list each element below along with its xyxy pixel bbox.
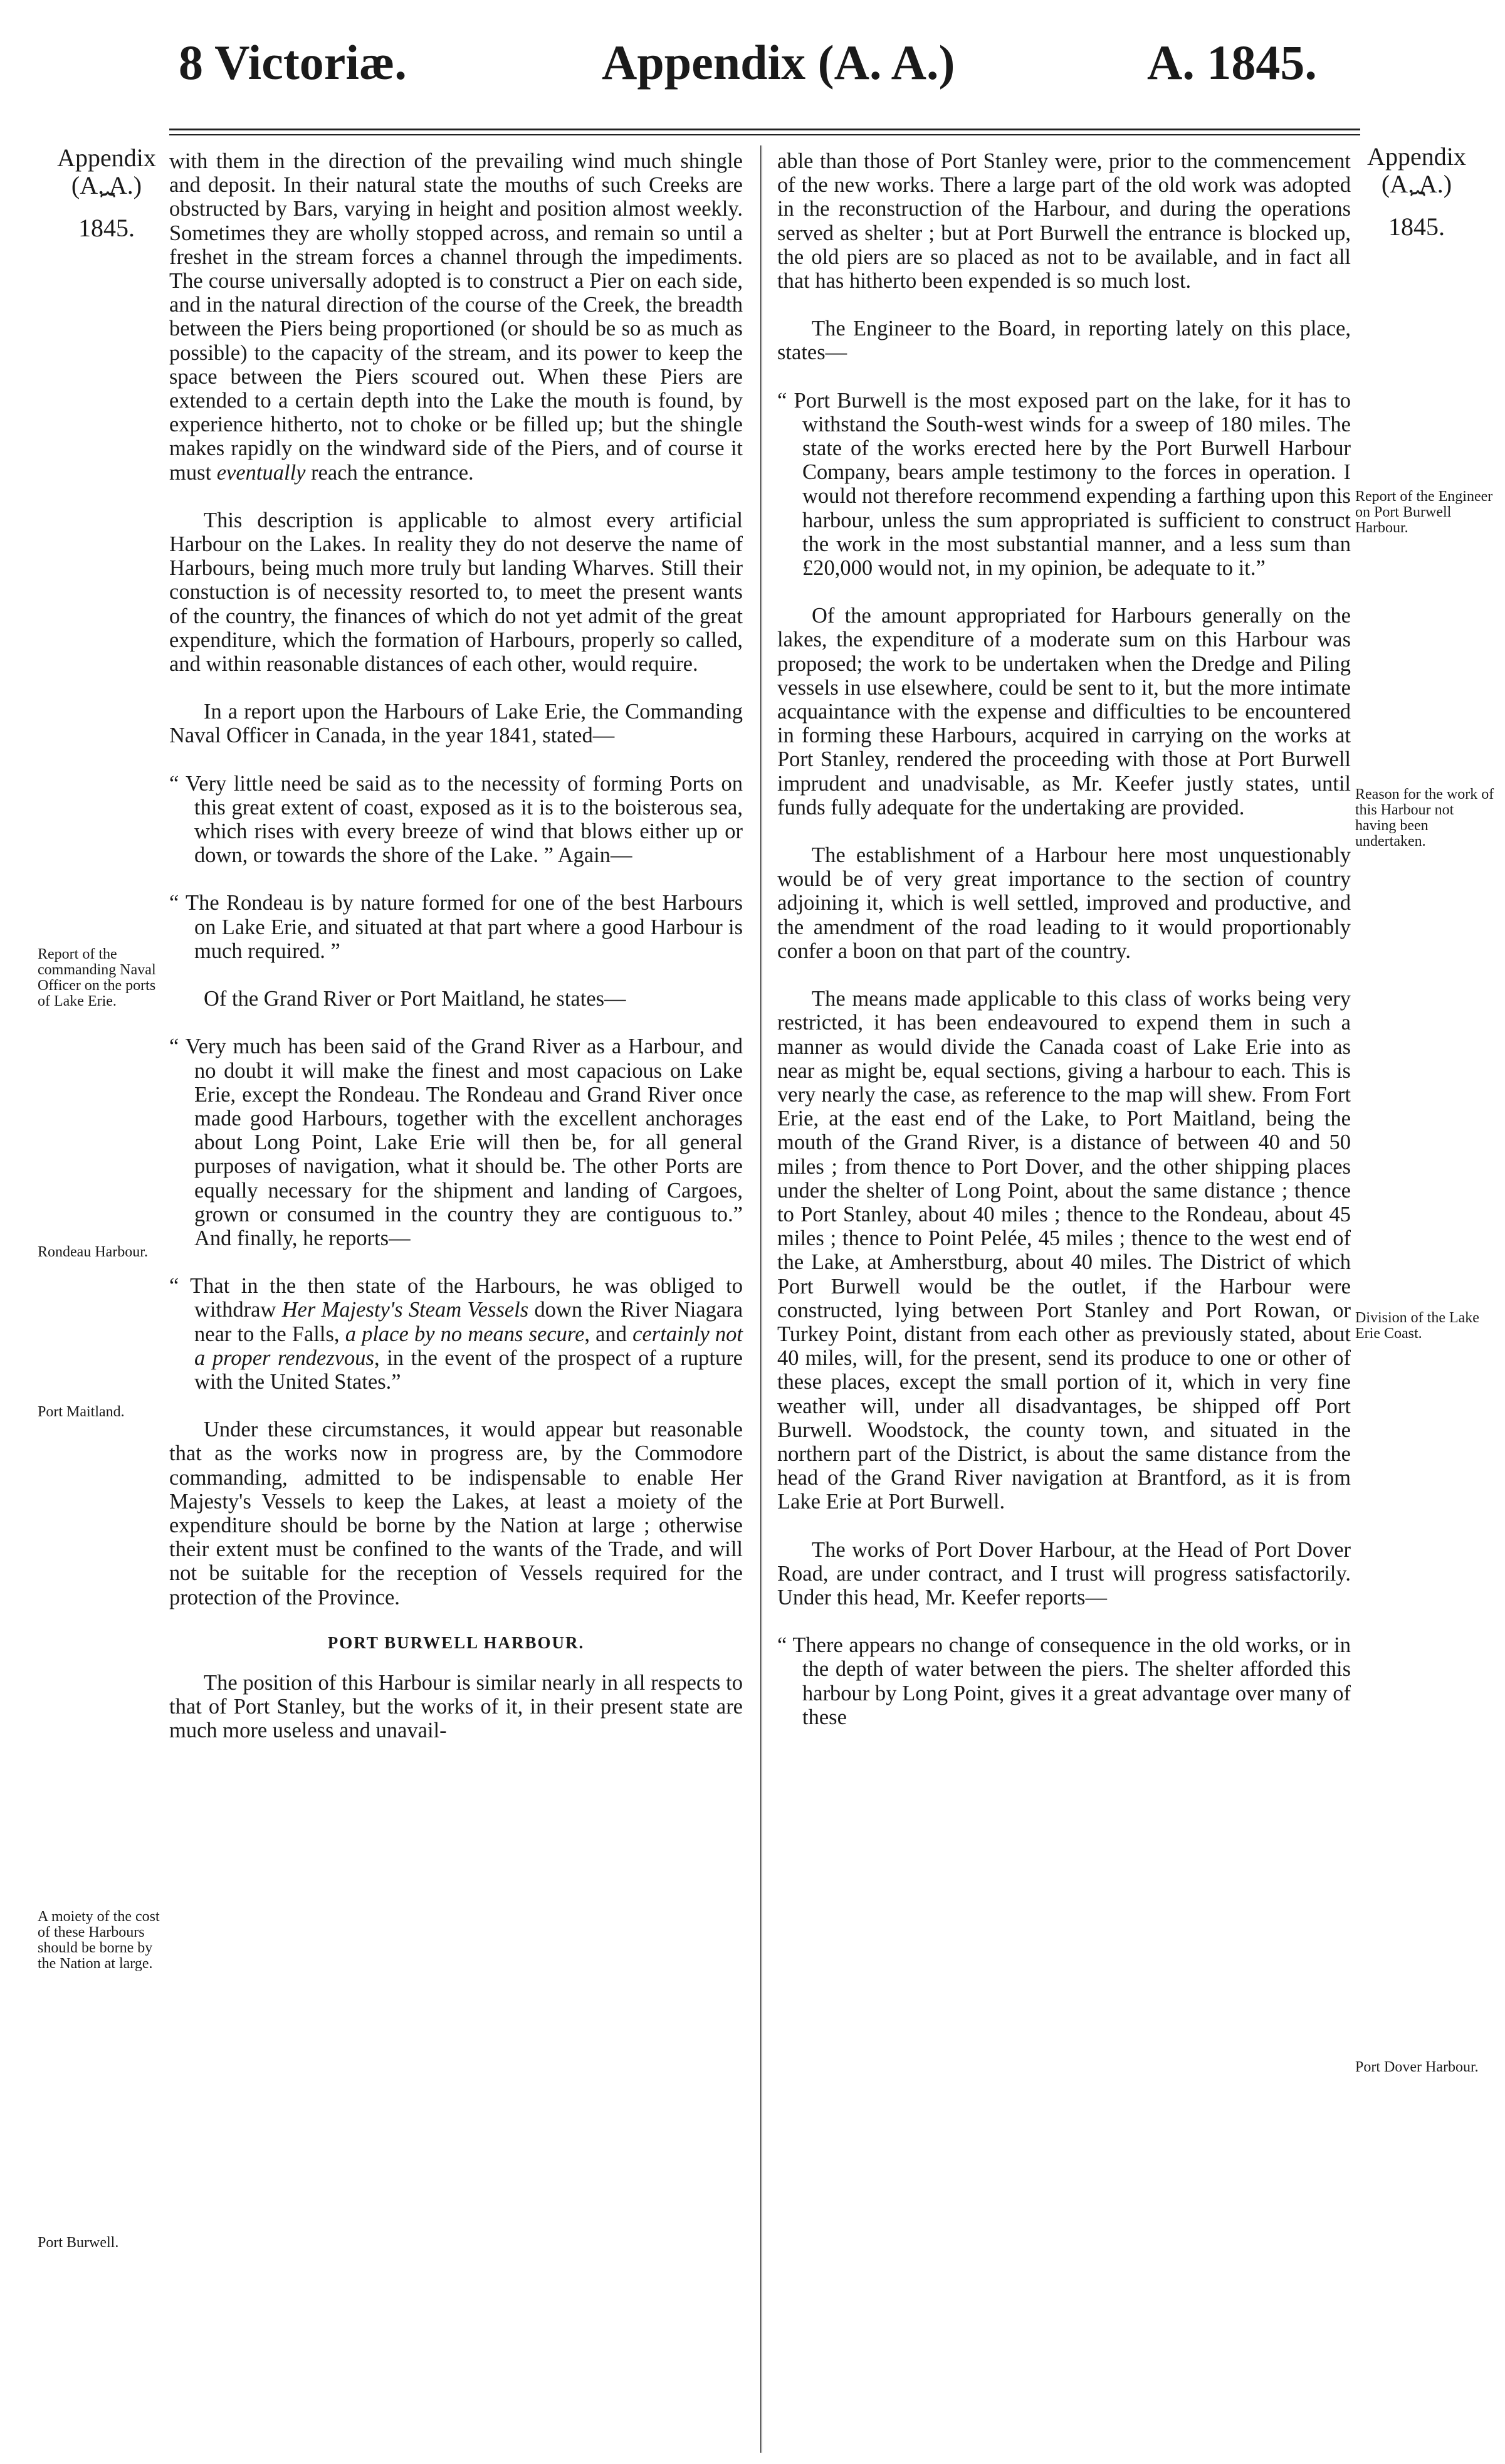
- quotation: “ That in the then state of the Harbours, he was obliged to withdraw Her Majesty's Steam Vessels down the River Niagara near to the Falls, a place by no means secure, and certainly not a proper rendezvous, in the event of the prospect of a rupture with the United States.”: [169, 1274, 743, 1394]
- brace-icon: ⏞: [1410, 191, 1423, 219]
- margin-note: Report of the commanding Naval Officer on the ports of Lake Erie.: [38, 946, 156, 1009]
- page-header: [0, 34, 1505, 122]
- paragraph: The position of this Harbour is similar nearly in all respects to that of Port Stanley, but the works of it, in their present state are much more useless and unavail-: [169, 1670, 743, 1743]
- side-appendix: Appendix: [1367, 142, 1466, 171]
- appendix-title: Appendix (A. A.): [602, 35, 955, 90]
- quotation: “ The Rondeau is by nature formed for one of the best Harbours on Lake Erie, and situated at that part where a good Harbour is much required. ”: [169, 891, 743, 963]
- side-year: 1845.: [1388, 213, 1445, 241]
- quotation: “ Port Burwell is the most exposed part on the lake, for it has to withstand the South-west winds for a sweep of 180 miles. The state of the works erected here by the Port Burwell Harbour Company, bears ample testimony to the forces in operation. I would not therefore recommend expending a farthing upon this harbour, unless the sum appropriated is sufficient to construct the work in the most substantial manner, and a less sum than £20,000 would not, in my opinion, be adequate to it.”: [777, 388, 1351, 581]
- paragraph: Of the amount appropriated for Harbours generally on the lakes, the expenditure of a moderate sum on this Harbour was proposed; the work to be undertaken when the Dredge and Piling vessels in use elsewhere, could be sent to it, but the more intimate acquaintance with the expense and difficulties to be encountered in forming these Harbours, acquired in carrying on the works at Port Stanley, rendered the proceeding with those at Port Burwell imprudent and unadvisable, as Mr. Keefer justly states, until funds fully adequate for the undertaking are provided.: [777, 604, 1351, 819]
- paragraph: Of the Grand River or Port Maitland, he states—: [204, 987, 626, 1011]
- paragraph: This description is applicable to almost every artificial Harbour on the Lakes. In reality they do not deserve the name of Harbours, being much more truly but landing Wharves. Still their constuction is of necessity resorted to, to meet the present wants of the country, the finances of which do not yet admit of the great expenditure, which the formation of Harbours, properly so called, and within reasonable distances of each other, would require.: [169, 508, 743, 677]
- margin-note: A moiety of the cost of these Harbours should be borne by the Nation at large.: [38, 1909, 160, 1972]
- header-rule: [169, 129, 1360, 130]
- paragraph: The works of Port Dover Harbour, at the Head of Port Dover Road, are under contract, and I trust will progress satisfactorily. Under this head, Mr. Keefer reports—: [777, 1537, 1351, 1609]
- side-year: 1845.: [78, 214, 135, 242]
- quotation: “ Very little need be said as to the necessity of forming Ports on this great extent of coast, exposed as it is to the boisterous sea, which rises with every breeze of wind that blows either up or down, or towards the shore of the Lake. ” Again—: [169, 771, 743, 868]
- section-heading: PORT BURWELL HARBOUR.: [327, 1633, 585, 1652]
- right-column: [777, 149, 1351, 1729]
- brace-icon: ⏞: [100, 192, 113, 220]
- left-column: [169, 149, 743, 1743]
- column-divider: [760, 145, 762, 2453]
- margin-note: Port Dover Harbour.: [1355, 2059, 1479, 2075]
- quotation: “ There appears no change of consequence in the old works, or in the depth of water between the piers. The shelter afforded this harbour by Long Point, gives it a great advantage over many of these: [777, 1633, 1351, 1729]
- paragraph: Under these circumstances, it would appear but reasonable that as the works now in progress are, by the Commodore commanding, admitted to be indispensable to enable Her Majesty's Vessels to keep the Lakes, at least a moiety of the expenditure should be borne by the Nation at large ; otherwise their extent must be confined to the wants of the Trade, and will not be suitable for the reception of Vessels required for the protection of the Province.: [169, 1418, 743, 1609]
- side-code: (A. A.): [71, 171, 142, 199]
- paragraph: with them in the direction of the prevailing wind much shingle and deposit. In their natural state the mouths of such Creeks are obstructed by Bars, varying in height and position almost weekly. Sometimes they are wholly stopped across, and remain so until a freshet in the stream forces a channel through the impediments. The course universally adopted is to construct a Pier on each side, and in the natural direction of the course of the Creek, the breadth between the Piers being proportioned (or should be so as much as possible) to the capacity of the stream, and its power to keep the space between the Piers scoured out. When these Piers are extended to a certain depth into the Lake the mouth is found, by experience hitherto, not to choke or be filled up; but the shingle makes rapidly on the windward side of the Piers, and of course it must eventually reach the entrance.: [169, 149, 743, 485]
- paragraph: In a report upon the Harbours of Lake Erie, the Commanding Naval Officer in Canada, in the year 1841, stated—: [169, 700, 743, 748]
- quotation: “ Very much has been said of the Grand River as a Harbour, and no doubt it will make the finest and most capacious on Lake Erie, except the Rondeau. The Rondeau and Grand River once made good Harbours, together with the excellent anchorages about Long Point, Lake Erie will then be, for all general purposes of navigation, what it should be. The other Ports are equally necessary for the shipment and landing of Cargoes, grown or consumed in the country they are contiguous to.” And finally, he reports—: [169, 1035, 743, 1250]
- side-appendix: Appendix: [57, 144, 156, 172]
- paragraph: able than those of Port Stanley were, prior to the commencement of the new works. There a large part of the old work was adopted in the reconstruction of the Harbour, and during the operations served as shelter ; but at Port Burwell the entrance is blocked up, the old piers are so placed as not to be available, and in fact all that has hitherto been expended is so much lost.: [777, 149, 1351, 293]
- paragraph: The means made applicable to this class of works being very restricted, it has been endeavoured to expend them in such a manner as would divide the Canada coast of Lake Erie into as near as might be, equal sections, giving a harbour to each. This is very nearly the case, as reference to the map will shew. From Fort Erie, at the east end of the Lake, to Port Maitland, being the mouth of the Grand River, is a distance of between 40 and 50 miles ; from thence to Port Dover, and the other shipping places under the shelter of Long Point, about the same distance ; thence to Port Stanley, about 40 miles ; thence to the Rondeau, about 45 miles ; thence to Point Pelée, 45 miles ; thence to the west end of the Lake, at Amherstburg, about 40 miles. The District of which Port Burwell would be the outlet, if the Harbour were constructed, lying between Port Stanley and Port Rowan, or Turkey Point, distant from each other as previously stated, about 40 miles, will, for the present, send its produce to one or other of these places, except the small portion of it, which in very fine weather will, under all disadvantages, be shipped off Port Burwell. Woodstock, the county town, and situated in the northern part of the District, is about the same distance from the head of the Grand River navigation at Brantford, as it is from Lake Erie at Port Burwell.: [777, 987, 1351, 1514]
- margin-note: Rondeau Harbour.: [38, 1244, 148, 1260]
- side-code: (A. A.): [1381, 170, 1452, 198]
- margin-note: Port Burwell.: [38, 2235, 119, 2251]
- paragraph: The Engineer to the Board, in reporting lately on this place, states—: [777, 317, 1351, 365]
- margin-note: Division of the Lake Erie Coast.: [1355, 1310, 1479, 1342]
- header-rule-thin: [169, 134, 1360, 135]
- margin-note: Reason for the work of this Harbour not having been undertaken.: [1355, 786, 1494, 850]
- side-label-right: [1354, 143, 1479, 242]
- side-label-left: [47, 144, 166, 243]
- margin-note: Port Maitland.: [38, 1404, 125, 1420]
- session-label: 8 Victoriæ.: [179, 35, 407, 90]
- margin-note: Report of the Engineer on Port Burwell Harbour.: [1355, 488, 1493, 536]
- paragraph: The establishment of a Harbour here most unquestionably would be of very great importance to the section of country adjoining it, which is well settled, improved and productive, and the amendment of the road leading to it would proportionably confer a boon on that part of the country.: [777, 843, 1351, 963]
- year-label: A. 1845.: [1147, 35, 1317, 90]
